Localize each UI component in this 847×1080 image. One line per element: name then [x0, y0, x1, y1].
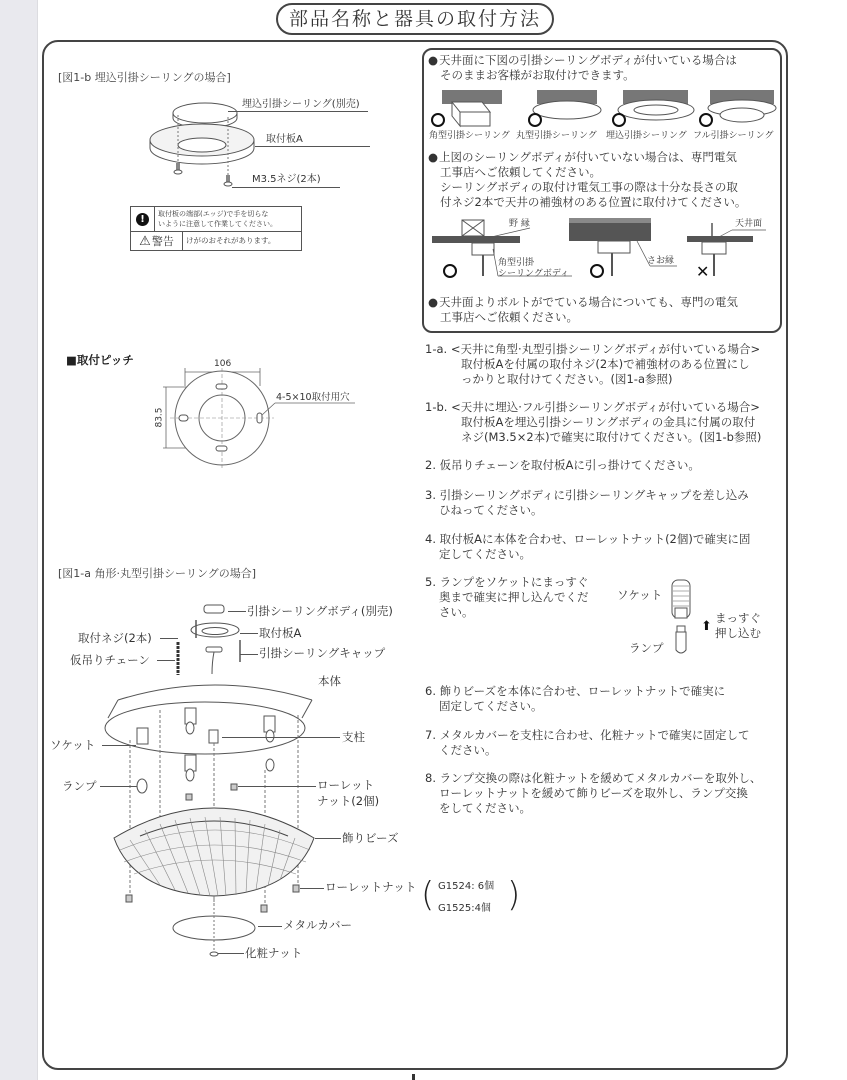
label-knurl-nut: ローレットナット — [325, 880, 417, 894]
step-7-line2: ください。 — [439, 743, 497, 757]
step-1a-heading: 1-a. <天井に角型·丸型引掛シーリングボディが付いている場合> — [425, 342, 761, 356]
step-1b-heading: 1-b. <天井に埋込·フル引掛シーリングボディが付いている場合> — [425, 400, 760, 414]
model-g1524-count: G1524: 6個 — [438, 881, 495, 892]
step-7 — [425, 728, 750, 758]
type-full-ceiling: フル引掛シーリング — [693, 131, 774, 141]
label-step5-lamp: ランプ — [629, 641, 664, 655]
pitch-width-dimension: 106 — [214, 359, 232, 369]
label-step5-push-line2: 押し込む — [715, 626, 761, 640]
bracket-close: ) — [507, 875, 521, 915]
step-8-line3: をしてください。 — [439, 801, 531, 815]
step-5-line2: 奥まで確実に押し込んでくだ — [439, 590, 589, 604]
info-para2-line1: ● 上図のシーリングボディが付いていない場合は、専門電気 — [428, 150, 737, 165]
label-body: 本体 — [318, 674, 341, 688]
info-para2-line4: 付ネジ2本で天井の補強材のある位置に取付けてください。 — [440, 195, 747, 209]
warning-text: けがのおそれがあります。 — [186, 236, 276, 245]
warning-triangle-icon: ⚠ — [139, 233, 151, 249]
info-para3-line2: 工事店へご依頼ください。 — [440, 310, 578, 324]
label-knurl-nut-2-line1: ローレット — [317, 778, 375, 792]
step-1b-line2: ネジ(M3.5×2本)で確実に取付けてください。(図1-b参照) — [461, 430, 762, 444]
step-3 — [425, 488, 749, 518]
label-plate-a: 取付板A — [266, 134, 303, 145]
step-1a — [425, 342, 760, 387]
label-mount-screw: 取付ネジ(2本) — [78, 631, 152, 645]
caution-text-line2: いように注意して作業してください。 — [158, 220, 277, 228]
label-lamp: ランプ — [62, 779, 97, 793]
step-5-line3: さい。 — [439, 605, 474, 619]
step-1a-line2: っかりと取付けてください。(図1-a参照) — [461, 372, 673, 386]
warning-label: 警告 — [151, 235, 174, 248]
info-para2-line2: 工事店へご依頼してください。 — [440, 165, 601, 179]
pitch-hole-label: 4-5×10取付用穴 — [276, 392, 350, 403]
label-ceiling-surface: 天井面 — [735, 219, 763, 229]
warning-table — [130, 206, 302, 251]
label-body-line2: シーリングボディ — [498, 269, 570, 279]
type-square-ceiling: 角型引掛シーリング — [429, 131, 510, 141]
info-para1-line2: そのままお客様がお取付けできます。 — [440, 68, 635, 82]
step-6-line1: 6. 飾りビーズを本体に合わせ、ローレットナットで確実に — [425, 684, 726, 698]
pitch-diagram — [160, 360, 360, 470]
page-number-mark — [412, 1074, 415, 1080]
label-ceiling-cap: 引掛シーリングキャップ — [259, 646, 386, 660]
info-para3-line1: ● 天井面よりボルトがでている場合についても、専門の電気 — [428, 295, 738, 310]
label-embedded-ceiling: 埋込引掛シーリング(別売) — [242, 99, 360, 110]
step-8-line1: 8. ランプ交換の際は化粧ナットを緩めてメタルカバーを取外し、 — [425, 771, 762, 785]
label-cosmetic-nut: 化粧ナット — [245, 946, 303, 960]
pitch-height-dimension: 83.5 — [154, 407, 165, 428]
label-joist: 野 縁 — [509, 219, 530, 229]
label-step5-push-line1: まっすぐ — [715, 611, 761, 625]
label-step5-socket: ソケット — [617, 588, 663, 602]
figure-1a-caption: [図1-a 角形·丸型引掛シーリングの場合] — [58, 567, 257, 580]
step-4-line1: 4. 取付板Aに本体を合わせ、ローレットナット(2個)で確実に固 — [425, 532, 751, 546]
type-round-ceiling: 丸型引掛シーリング — [516, 131, 597, 141]
step-5-line1: 5. ランプをソケットにまっすぐ — [425, 575, 589, 589]
step-3-line1: 3. 引掛シーリングボディに引掛シーリングキャップを差し込み — [425, 488, 749, 502]
info-para2-line3: シーリングボディの取付け電気工事の際は十分な長さの取 — [440, 180, 738, 194]
label-m35-screw: M3.5ネジ(2本) — [252, 174, 321, 185]
step-6 — [425, 684, 725, 714]
label-beads: 飾りビーズ — [342, 831, 399, 845]
label-metal-cover: メタルカバー — [283, 918, 352, 932]
info-para1-line1: ● 天井面に下図の引掛シーリングボディが付いている場合は — [428, 53, 737, 68]
step-1b — [425, 400, 761, 445]
page-title: 部品名称と器具の取付方法 — [276, 3, 554, 35]
bracket-open: ( — [421, 875, 435, 915]
label-chain: 仮吊りチェーン — [70, 653, 150, 667]
label-knurl-nut-2-line2: ナット(2個) — [317, 794, 380, 808]
step-3-line2: ひねってください。 — [439, 503, 543, 517]
ng-cross-icon: ✕ — [696, 262, 710, 281]
step-1a-line1: 取付板Aを付属の取付ネジ(2本)で補強材のある位置にし — [461, 357, 750, 371]
label-body-line1: 角型引掛 — [498, 258, 535, 268]
step-6-line2: 固定してください。 — [439, 699, 543, 713]
step-8 — [425, 771, 761, 816]
mounting-examples-illustration — [432, 218, 782, 288]
label-socket: ソケット — [50, 738, 96, 752]
step-1b-line1: 取付板Aを埋込引掛シーリングボディの金具に付属の取付 — [461, 415, 756, 429]
figure-1b-caption: [図1-b 埋込引掛シーリングの場合] — [58, 71, 231, 84]
caution-text-line1: 取付板の端部(エッジ)で手を切らな — [158, 210, 269, 218]
step-4 — [425, 532, 750, 562]
ceiling-types-illustration — [430, 88, 780, 130]
step-5 — [425, 575, 589, 620]
label-plate-a-1a: 取付板A — [259, 626, 302, 640]
label-ceiling-body: 引掛シーリングボディ(別売) — [247, 604, 393, 618]
step-8-line2: ローレットナットを緩めて飾りビーズを取外し、ランプ交換 — [439, 786, 748, 800]
step-4-line2: 定してください。 — [439, 547, 531, 561]
arrow-up-icon: ⬆ — [701, 619, 712, 634]
pitch-title: ■取付ピッチ — [66, 353, 134, 367]
label-post: 支柱 — [342, 730, 365, 744]
label-batten: さお縁 — [647, 256, 675, 266]
model-g1525-count: G1525:4個 — [438, 903, 491, 914]
step-7-line1: 7. メタルカバーを支柱に合わせ、化粧ナットで確実に固定して — [425, 728, 750, 742]
exclamation-icon: ! — [136, 213, 149, 226]
type-embedded-ceiling: 埋込引掛シーリング — [606, 131, 687, 141]
step-2: 2. 仮吊りチェーンを取付板Aに引っ掛けてください。 — [425, 458, 700, 472]
viewer-left-margin — [0, 0, 38, 1080]
